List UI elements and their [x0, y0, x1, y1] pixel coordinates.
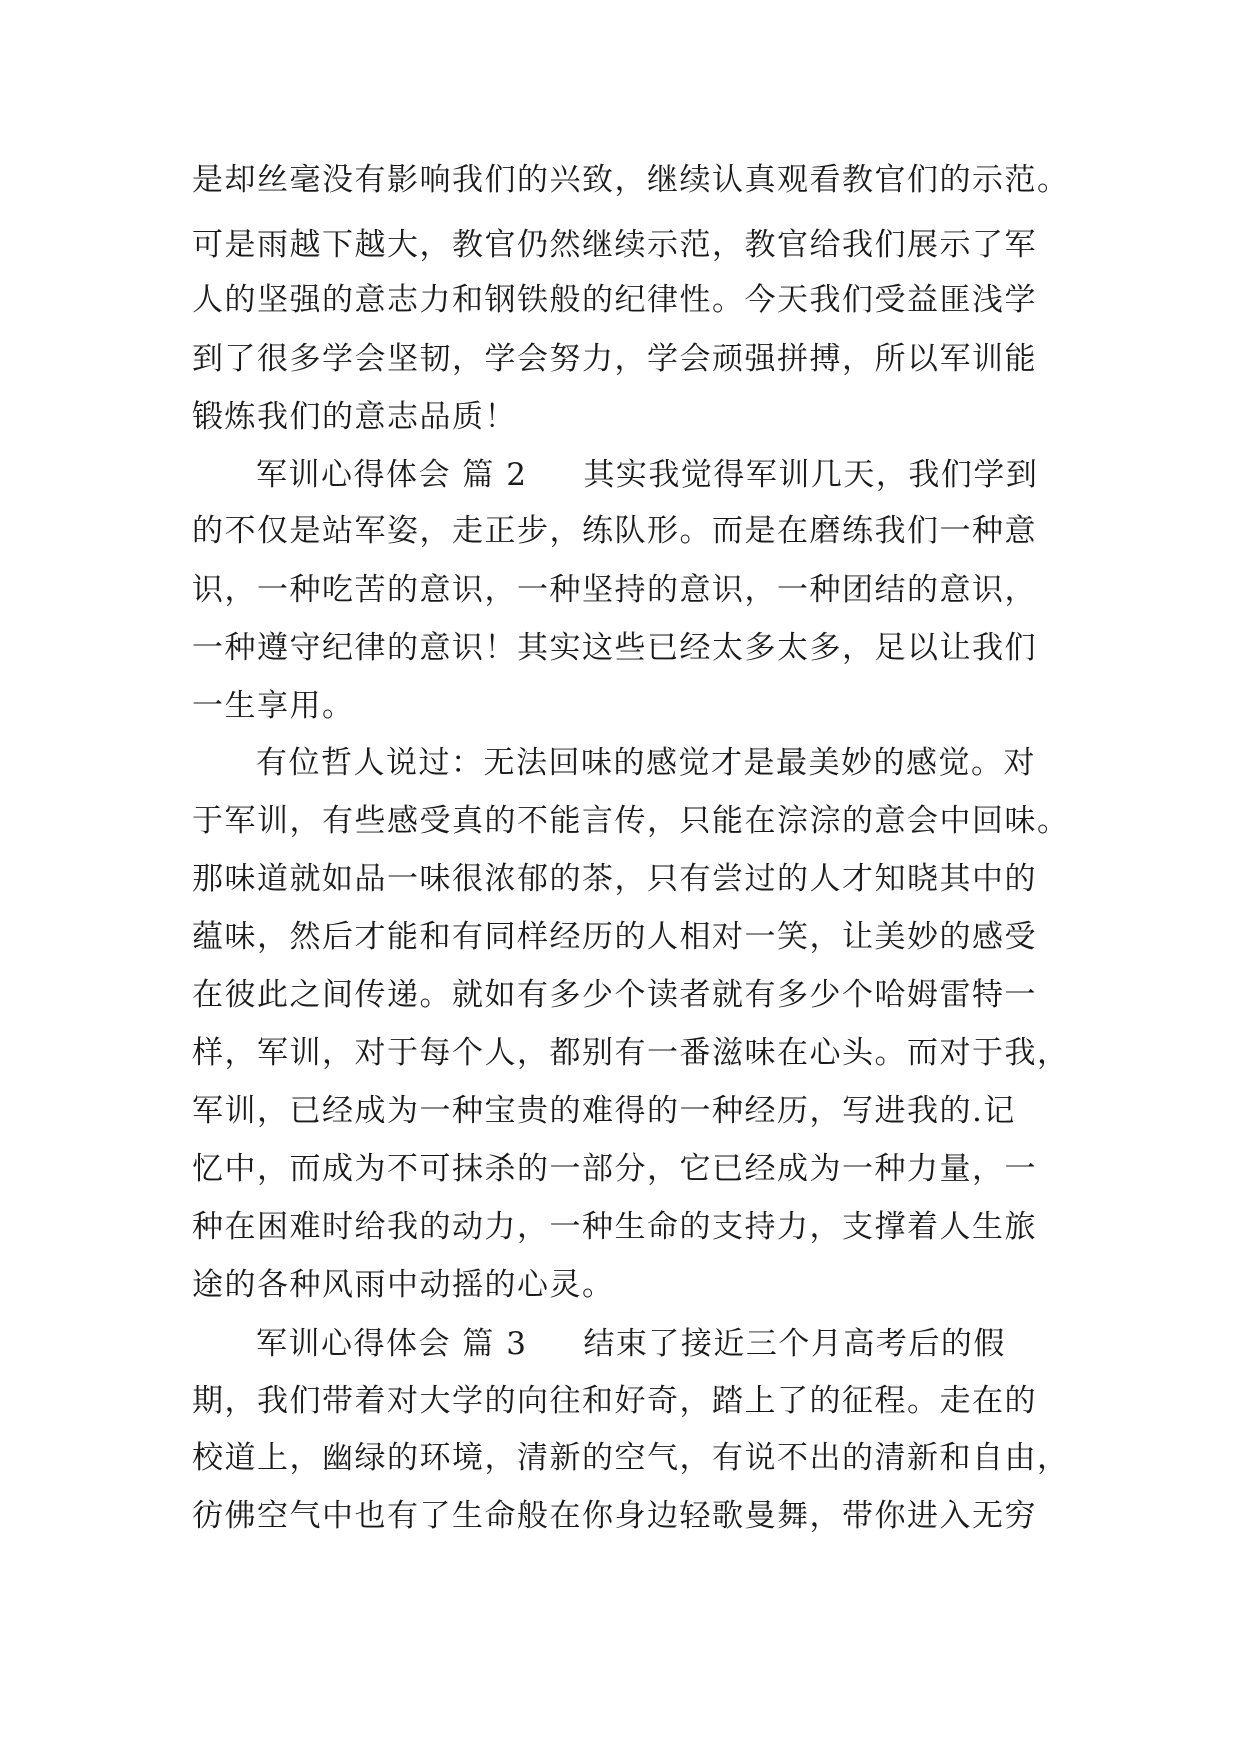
text-line: 有位哲人说过：无法回味的感觉才是最美妙的感觉。对 [256, 745, 1036, 781]
text-line: 锻炼我们的意志品质！ [192, 399, 517, 435]
text-line: 样，军训，对于每个人，都别有一番滋味在心头。而对于我， [192, 1035, 1070, 1071]
text-line: 一生享用。 [192, 688, 355, 724]
text-line: 是却丝毫没有影响我们的兴致，继续认真观看教官们的示范。 [192, 162, 1070, 198]
text-line: 识，一种吃苦的意识，一种坚持的意识，一种团结的意识， [192, 572, 1037, 608]
section-2-text: 其实我觉得军训几天，我们学到 [583, 457, 1039, 493]
text-line: 军训，已经成为一种宝贵的难得的一种经历，写进我的.记 [192, 1093, 1016, 1129]
text-line: 忆中，而成为不可抹杀的一部分，它已经成为一种力量，一 [192, 1151, 1037, 1187]
text-line: 在彼此之间传递。就如有多少个读者就有多少个哈姆雷特一 [192, 977, 1037, 1013]
section-3-heading-line [256, 1316, 1006, 1372]
section-2-heading: 军训心得体会 篇 2 [256, 457, 528, 493]
section-3-heading: 军训心得体会 篇 3 [256, 1326, 528, 1362]
text-line: 一种遵守纪律的意识！其实这些已经太多太多，足以让我们 [192, 630, 1037, 666]
text-line: 的不仅是站军姿，走正步，练队形。而是在磨练我们一种意 [192, 513, 1037, 549]
text-line: 人的坚强的意志力和钢铁般的纪律性。今天我们受益匪浅学 [192, 282, 1037, 318]
text-line: 期，我们带着对大学的向往和好奇，踏上了的征程。走在的 [192, 1383, 1037, 1419]
text-line: 那味道就如品一味很浓郁的茶，只有尝过的人才知晓其中的 [192, 861, 1037, 897]
text-line: 校道上，幽绿的环境，清新的空气，有说不出的清新和自由， [192, 1440, 1070, 1476]
text-line: 途的各种风雨中动摇的心灵。 [192, 1267, 615, 1303]
text-line: 彷佛空气中也有了生命般在你身边轻歌曼舞，带你进入无穷 [192, 1498, 1037, 1534]
text-line: 种在困难时给我的动力，一种生命的支持力，支撑着人生旅 [192, 1209, 1037, 1245]
section-2-heading-line [256, 447, 1038, 503]
text-line: 可是雨越下越大，教官仍然继续示范，教官给我们展示了军 [192, 227, 1037, 263]
section-3-text: 结束了接近三个月高考后的假 [583, 1326, 1006, 1362]
text-line: 到了很多学会坚韧，学会努力，学会顽强拼搏，所以军训能 [192, 341, 1037, 377]
text-line: 于军训，有些感受真的不能言传，只能在淙淙的意会中回味。 [192, 803, 1070, 839]
text-line: 蕴味，然后才能和有同样经历的人相对一笑，让美妙的感受 [192, 919, 1037, 955]
